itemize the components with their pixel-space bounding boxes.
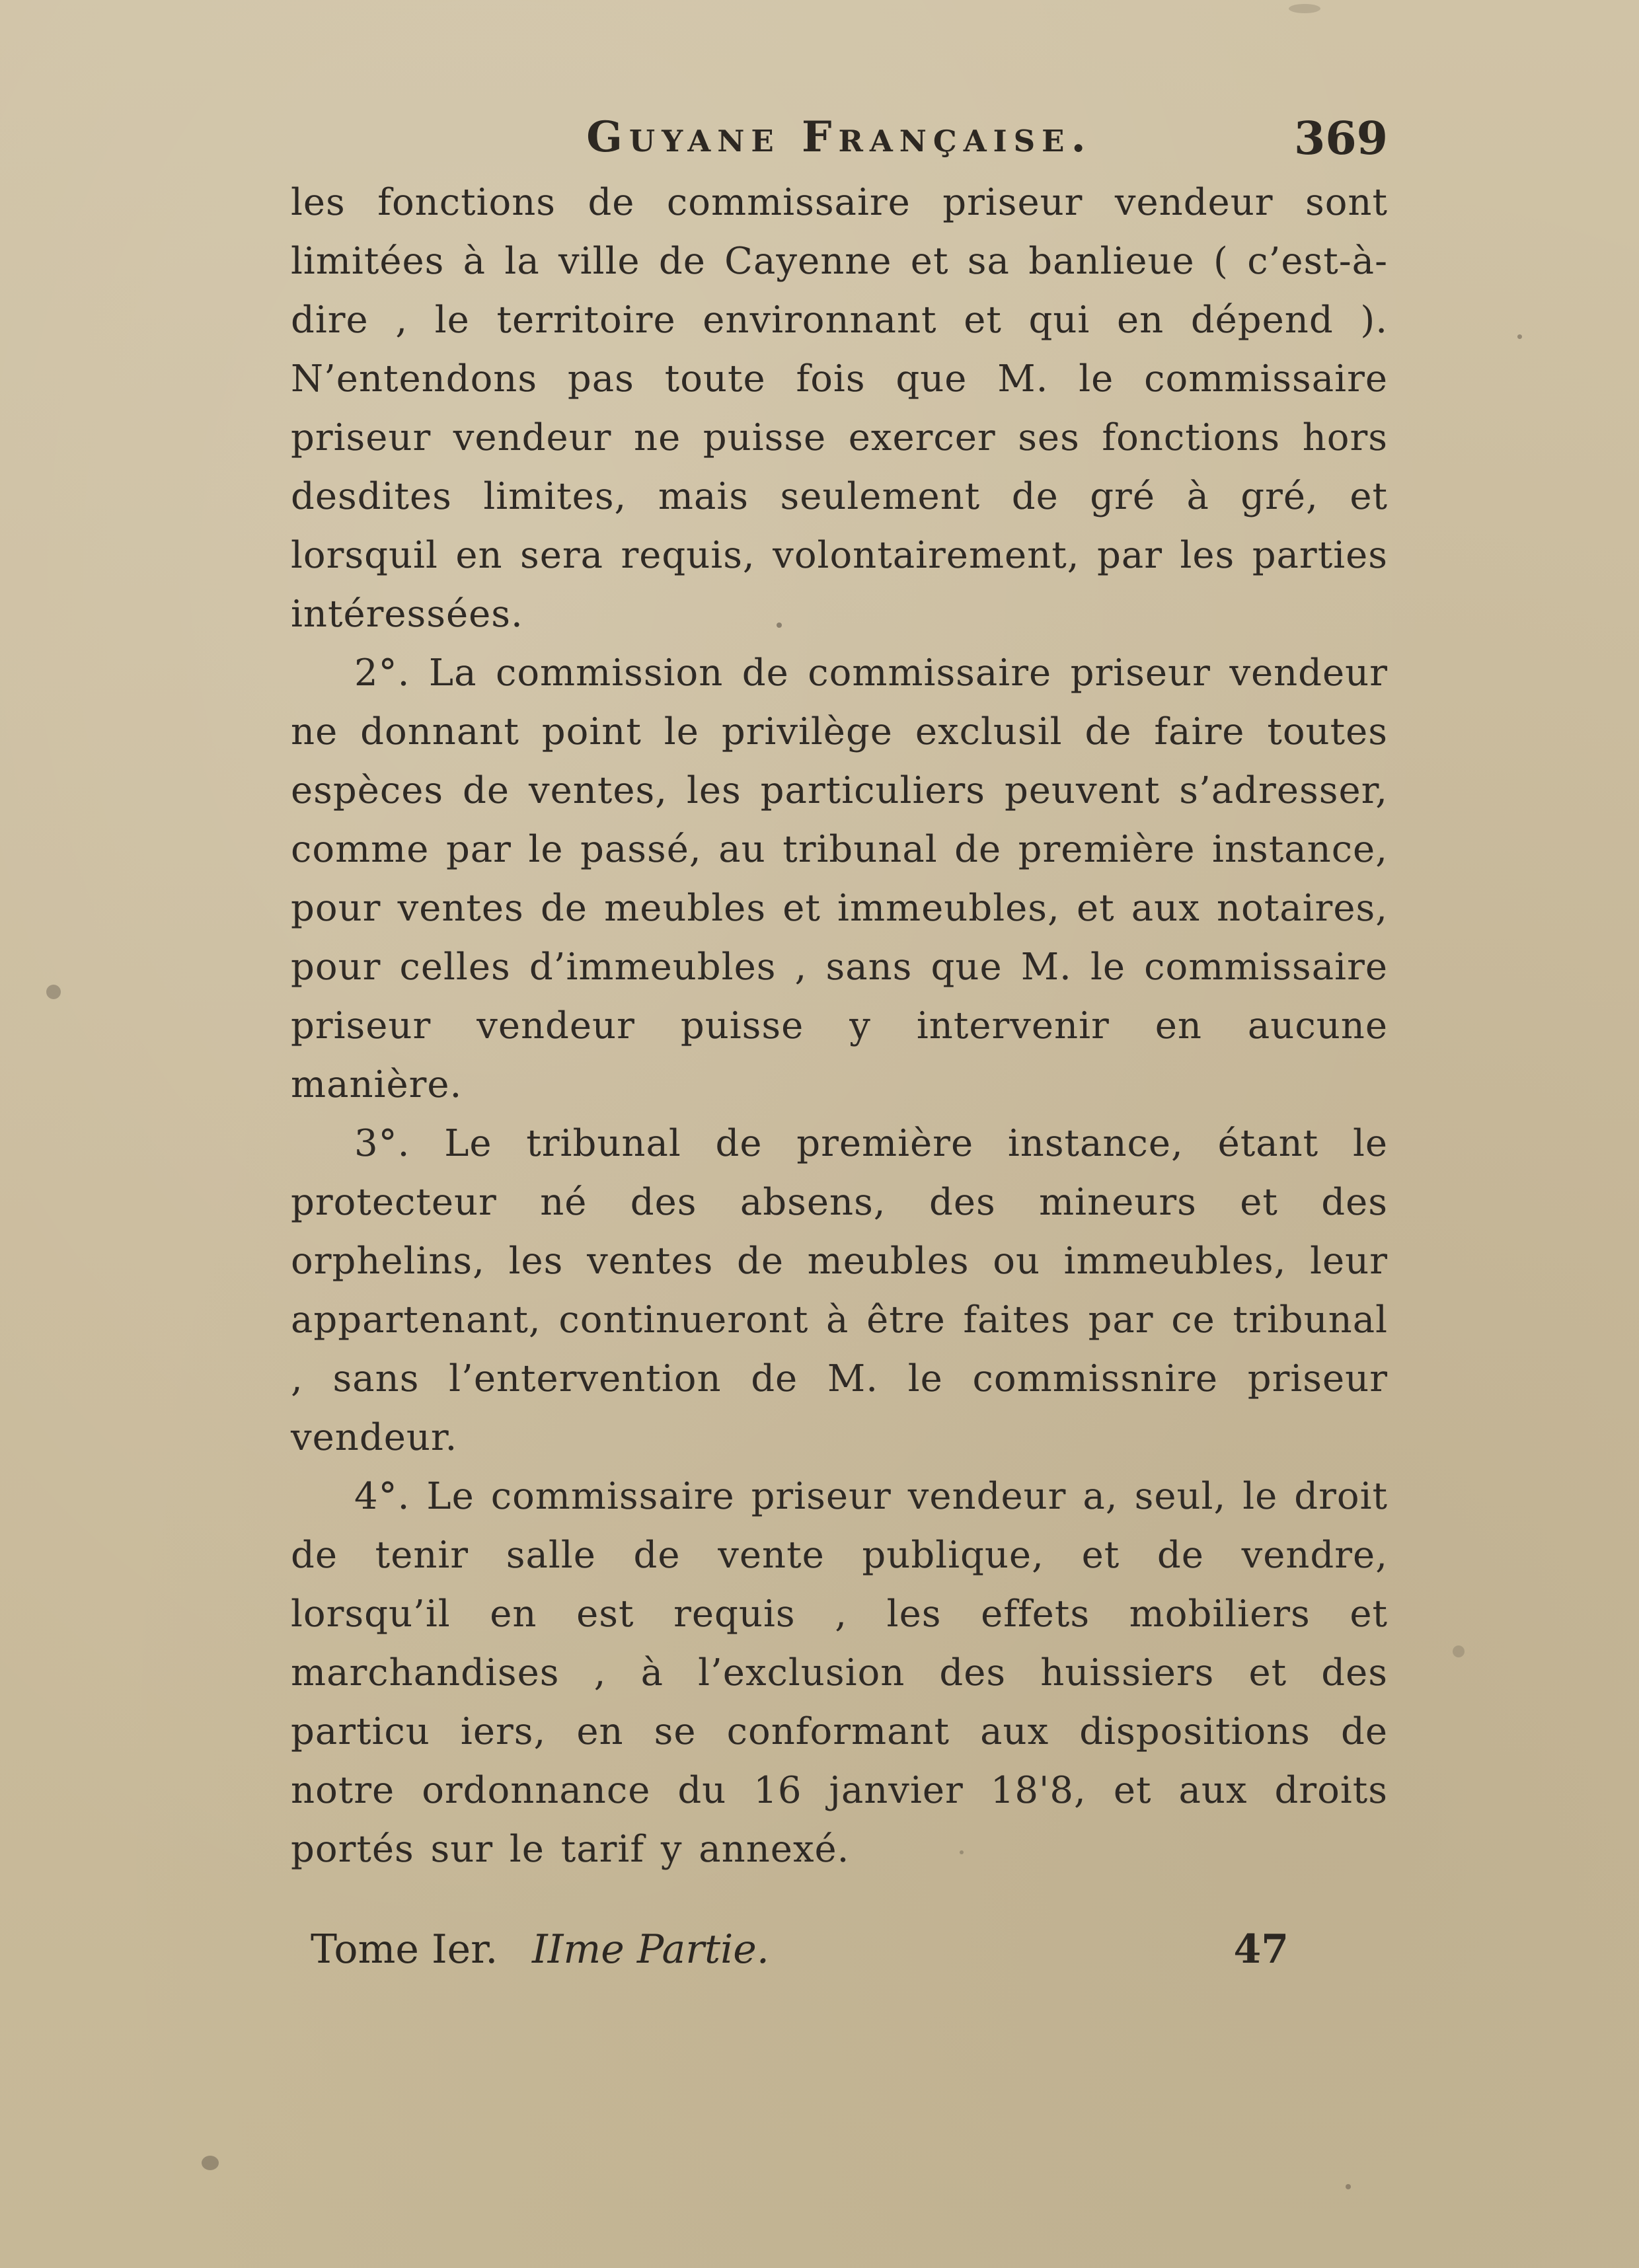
footer-signature: 47 [1233,1926,1289,1973]
ink-speck [46,985,61,999]
footer-tome: Tome Ier. [311,1926,498,1973]
paragraph-continuation: les fonctions de commissaire priseur vendeur sont limitées à la ville de Cayenne et sa banlieue ( c’est-à-dire , le territoire environnant et qui en dépend ). N’entendons pas toute fois que M. le commissaire priseur vendeur ne puisse exercer ses fonctions hors desdites limites, mais seulement de gré à gré, et lorsquil en sera requis, volontairement, par les parties intéressées. [291,181,1388,636]
paragraph-article-3: 3°. Le tribunal de première instance, étant le protecteur né des absens, des mineurs et des orphelins, les ventes de meubles ou immeubles, leur appartenant, continueront à être faites par ce tribunal , sans l’entervention de M. le commissnire priseur vendeur. [291,1122,1388,1459]
ink-speck [1289,4,1320,13]
ink-speck [1346,2184,1351,2189]
page-footer [311,1926,1289,1979]
ink-speck [202,2156,219,2170]
paragraph-article-4: 4°. Le commissaire priseur vendeur a, seul, le droit de tenir salle de vente publique, et de vendre, lorsqu’il en est requis , les effets mobiliers et marchandises , à l’exclusion des huissiers et des particu iers, en se conformant aux dispositions de notre ordonnance du 16 janvier 18'8, et aux droits portés sur le tarif y annexé. [291,1475,1388,1871]
body-text [291,173,1388,1879]
footer-partie: IIme Partie. [532,1926,769,1973]
paragraph-article-2: 2°. La commission de commissaire priseur vendeur ne donnant point le privilège exclusil de faire toutes espèces de ventes, les particuliers peuvent s’adresser, comme par le passé, au tribunal de première instance, pour ventes de meubles et immeubles, et aux notaires, pour celles d’immeubles , sans que M. le commissaire priseur vendeur puisse y intervenir en aucune manière. [291,652,1388,1106]
page-number: 369 [1294,112,1388,165]
running-title: Guyane Française. [586,112,1092,162]
ink-speck [1453,1645,1465,1657]
ink-speck [1517,334,1522,339]
